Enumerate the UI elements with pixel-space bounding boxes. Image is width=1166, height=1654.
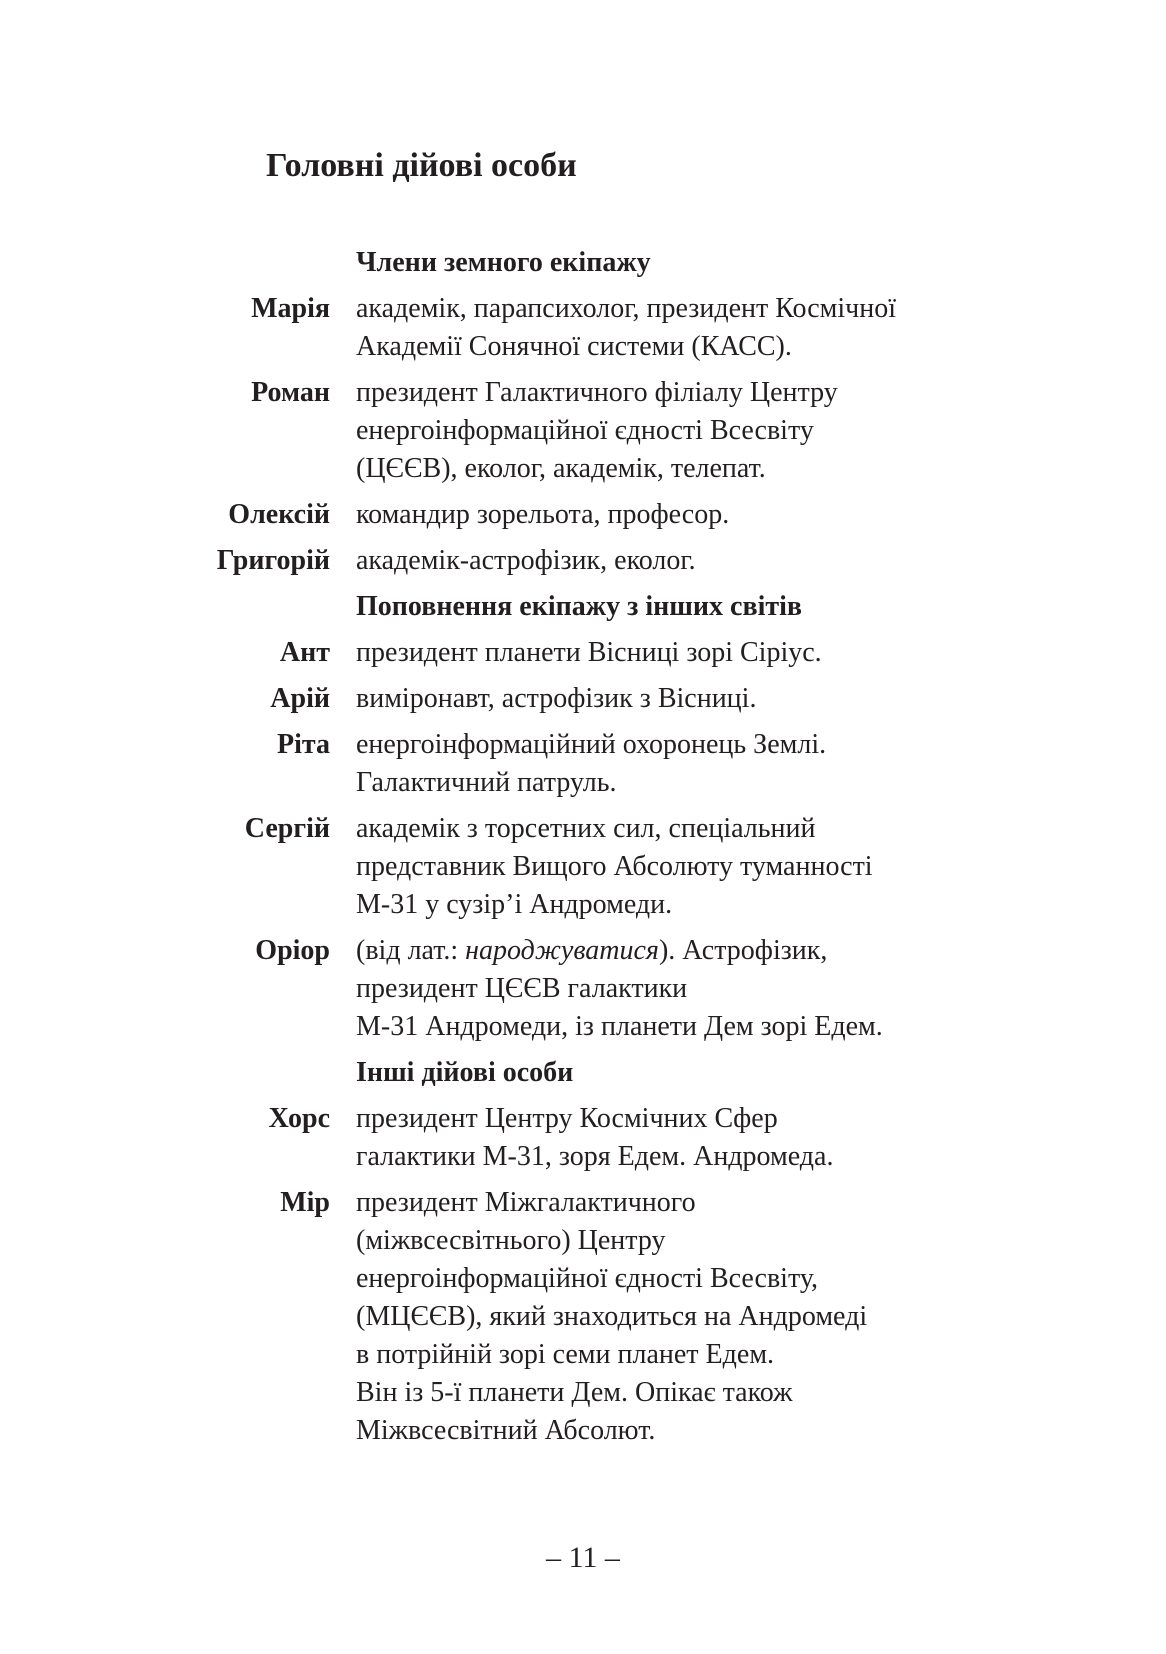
description-line: Галактичний патруль. bbox=[356, 767, 617, 798]
description-line: Він із 5-ї планети Дем. Опікає також bbox=[356, 1377, 793, 1408]
description-text: ). Астрофізик, bbox=[658, 935, 828, 966]
description-line: президент Центру Космічних Сфер bbox=[356, 1103, 778, 1134]
description-line: Міжвсесвітний Абсолют. bbox=[356, 1415, 656, 1446]
section-heading-other-worlds: Поповнення екіпажу з інших світів bbox=[356, 591, 803, 622]
description-line: президент Міжгалактичного bbox=[356, 1187, 696, 1218]
latin-meaning: народжуватися bbox=[465, 935, 659, 966]
description-line: академік з торсетних сил, спеціальний bbox=[356, 813, 816, 844]
section-heading-other-characters: Інші дійові особи bbox=[356, 1057, 574, 1088]
description-line: Академії Сонячної системи (КАСС). bbox=[356, 331, 792, 362]
description-line: командир зорельота, професор. bbox=[356, 499, 730, 530]
character-description bbox=[356, 290, 936, 366]
cast-list bbox=[0, 244, 1166, 1458]
character-description bbox=[356, 496, 936, 534]
character-description bbox=[356, 1100, 936, 1176]
description-line: представник Вищого Абсолюту туманності bbox=[356, 851, 873, 882]
cast-entry-mir bbox=[0, 1184, 1166, 1450]
character-name: Арій bbox=[270, 683, 330, 714]
cast-entry-khors bbox=[0, 1100, 1166, 1176]
character-name: Ріта bbox=[277, 729, 330, 760]
description-line: енергоінформаційний охоронець Землі. bbox=[356, 729, 827, 760]
cast-entry-ant bbox=[0, 634, 1166, 672]
description-line: в потрійній зорі семи планет Едем. bbox=[356, 1339, 775, 1370]
description-line: президент ЦЄЄВ галактики bbox=[356, 973, 688, 1004]
description-line: М-31 Андромеди, із планети Дем зорі Едем. bbox=[356, 1011, 883, 1042]
cast-entry-orior bbox=[0, 932, 1166, 1046]
description-line: виміронавт, астрофізик з Вісниці. bbox=[356, 683, 757, 714]
page-number: – 11 – bbox=[546, 1541, 620, 1574]
cast-entry-hryhorii bbox=[0, 542, 1166, 580]
character-description bbox=[356, 542, 936, 580]
character-name: Ант bbox=[279, 637, 330, 668]
character-description bbox=[356, 932, 936, 1046]
cast-entry-serhii bbox=[0, 810, 1166, 924]
description-line: президент планети Вісниці зорі Сіріус. bbox=[356, 637, 822, 668]
description-line: галактики М-31, зоря Едем. Андромеда. bbox=[356, 1141, 834, 1172]
description-line: академік, парапсихолог, президент Космічної bbox=[356, 293, 896, 324]
description-line: (міжвсесвітнього) Центру bbox=[356, 1225, 666, 1256]
character-description bbox=[356, 810, 936, 924]
character-description bbox=[356, 1184, 936, 1450]
character-description bbox=[356, 726, 936, 802]
character-description bbox=[356, 634, 936, 672]
description-line: (ЦЄЄВ), еколог, академік, телепат. bbox=[356, 453, 766, 484]
description-line: енергоінформаційної єдності Всесвіту bbox=[356, 415, 814, 446]
description-line: енергоінформаційної єдності Всесвіту, bbox=[356, 1263, 819, 1294]
description-line: (МЦЄЄВ), який знаходиться на Андромеді bbox=[356, 1301, 868, 1332]
character-description bbox=[356, 680, 936, 718]
character-name: Роман bbox=[251, 377, 330, 408]
description-line: академік-астрофізик, еколог. bbox=[356, 545, 696, 576]
cast-entry-mariia bbox=[0, 290, 1166, 366]
description-line: М-31 у сузір’і Андромеди. bbox=[356, 889, 673, 920]
character-name: Сергій bbox=[244, 813, 330, 844]
character-name: Марія bbox=[251, 293, 330, 324]
description-line: президент Галактичного філіалу Центру bbox=[356, 377, 838, 408]
character-name: Оріор bbox=[255, 935, 330, 966]
character-name: Олексій bbox=[228, 499, 330, 530]
description-text: (від лат.: bbox=[356, 935, 466, 966]
cast-entry-rita bbox=[0, 726, 1166, 802]
character-name: Мір bbox=[280, 1187, 330, 1218]
character-description bbox=[356, 374, 936, 488]
description-line bbox=[356, 932, 936, 970]
cast-entry-arii bbox=[0, 680, 1166, 718]
page-title: Головні дійові особи bbox=[266, 147, 577, 184]
section-heading-earth-crew: Члени земного екіпажу bbox=[356, 247, 651, 278]
character-name: Григорій bbox=[216, 545, 330, 576]
cast-entry-oleksii bbox=[0, 496, 1166, 534]
cast-entry-roman bbox=[0, 374, 1166, 488]
character-name: Хорс bbox=[268, 1103, 330, 1134]
